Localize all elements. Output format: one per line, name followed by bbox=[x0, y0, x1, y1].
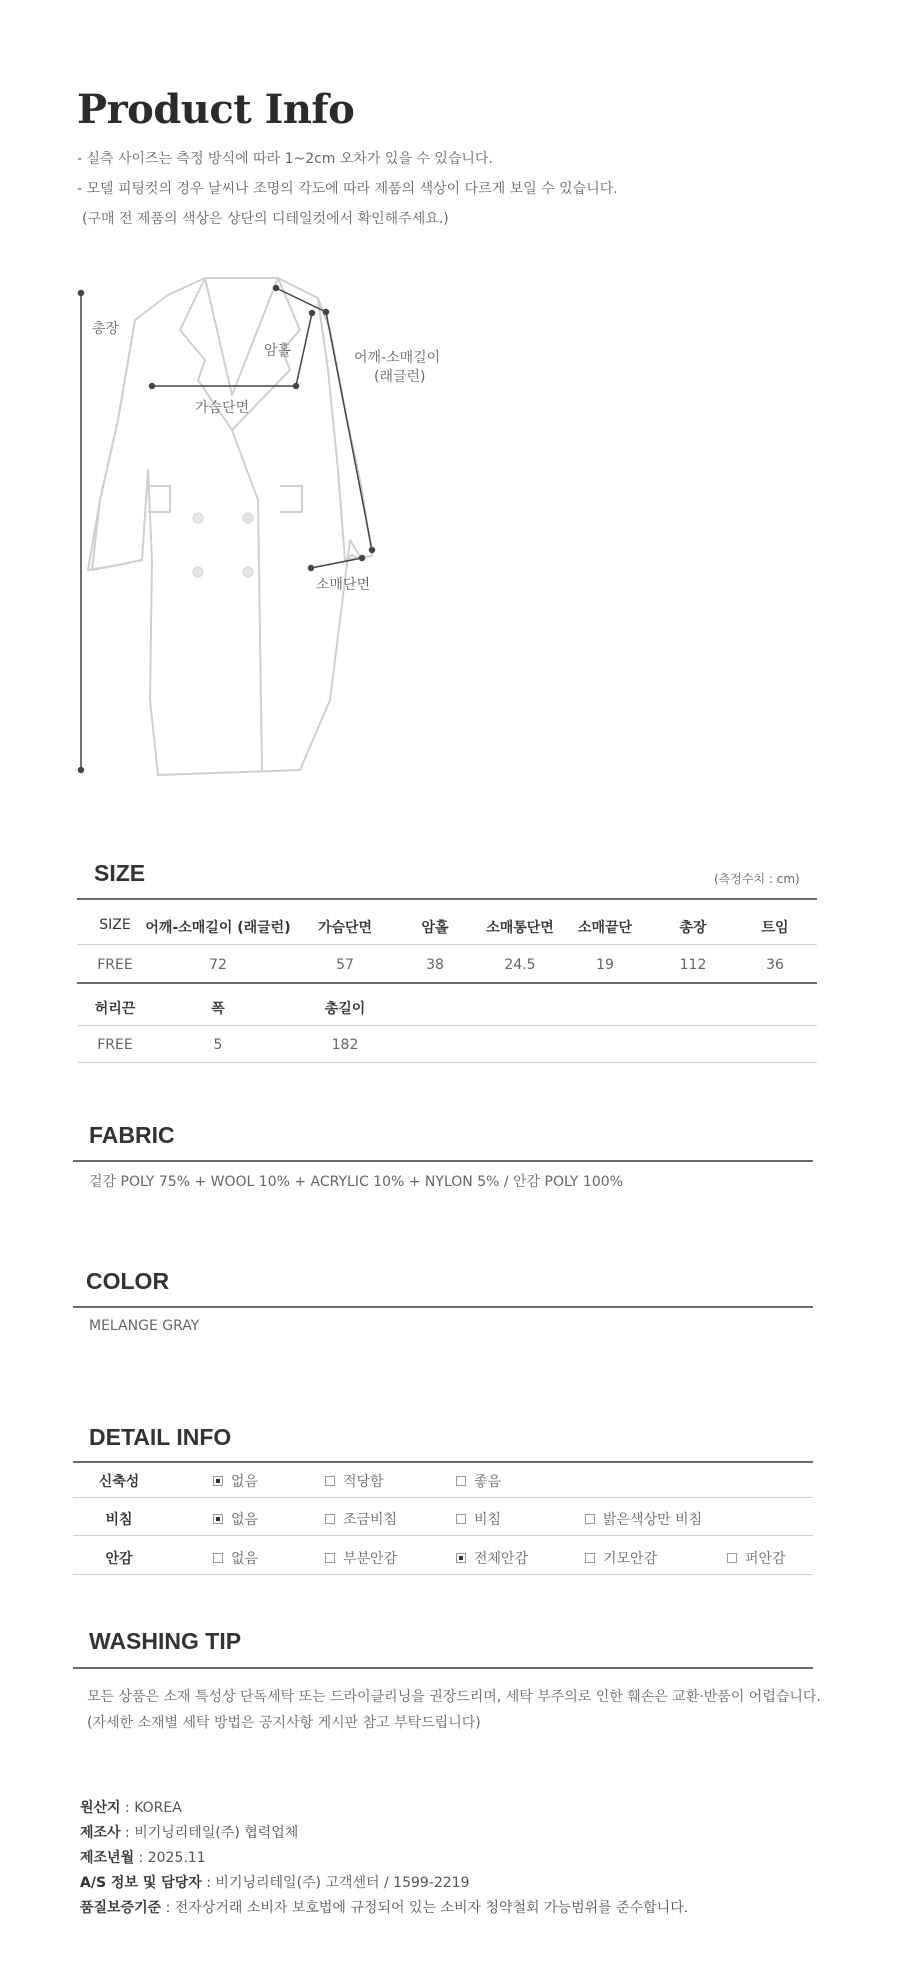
color-heading: COLOR bbox=[86, 1268, 170, 1294]
size-value-slit: 36 bbox=[766, 957, 784, 973]
belt-value-size: FREE bbox=[97, 1037, 133, 1053]
note-line-3: (구매 전 제품의 색상은 상단의 디테일컷에서 확인해주세요.) bbox=[82, 211, 449, 227]
detail-label-sheer: 비침 bbox=[105, 1512, 133, 1528]
label-length: 총장 bbox=[92, 321, 120, 337]
size-header-slit: 트임 bbox=[761, 920, 789, 936]
info-as-contact: A/S 정보 및 담당자 : 비기닝리테일(주) 고객센터 / 1599-2219 bbox=[80, 1875, 470, 1891]
coat-buttons bbox=[193, 513, 253, 577]
size-header-armhole: 암홀 bbox=[421, 920, 449, 936]
option-lining-brushed[interactable]: 기모안감 bbox=[585, 1548, 657, 1568]
option-stretch-moderate[interactable]: 적당함 bbox=[325, 1471, 384, 1491]
checkbox-icon bbox=[456, 1514, 466, 1524]
detail-heading: DETAIL INFO bbox=[89, 1424, 232, 1450]
checkbox-icon bbox=[727, 1553, 737, 1563]
washing-rule bbox=[73, 1667, 813, 1669]
checkbox-icon bbox=[325, 1514, 335, 1524]
checkbox-icon bbox=[585, 1514, 595, 1524]
fabric-heading: FABRIC bbox=[89, 1122, 175, 1148]
label-armhole: 암홀 bbox=[264, 343, 292, 359]
size-table-mid-rule bbox=[77, 944, 817, 945]
fabric-text: 겉감 POLY 75% + WOOL 10% + ACRYLIC 10% + NYLON 5% / 안감 POLY 100% bbox=[89, 1174, 623, 1190]
size-value-length: 112 bbox=[679, 957, 707, 973]
washing-line-1: 모든 상품은 소재 특성상 단독세탁 또는 드라이클리닝을 권장드리며, 세탁 부주의로 인한 훼손은 교환·반품이 어렵습니다. bbox=[87, 1689, 821, 1705]
info-origin: 원산지 : KOREA bbox=[80, 1800, 182, 1816]
detail-label-lining: 안감 bbox=[105, 1551, 133, 1567]
size-header-chest: 가슴단면 bbox=[317, 920, 373, 936]
label-raglan: (래글런) bbox=[374, 369, 426, 385]
size-header-size: SIZE bbox=[99, 917, 131, 933]
size-header-length: 총장 bbox=[679, 920, 707, 936]
option-lining-partial[interactable]: 부분안감 bbox=[325, 1548, 397, 1568]
option-lining-full[interactable]: 전체안감 bbox=[456, 1548, 528, 1568]
size-value-armhole: 38 bbox=[426, 957, 444, 973]
option-sheer-none[interactable]: 없음 bbox=[213, 1509, 258, 1529]
page-title: Product Info bbox=[77, 86, 355, 133]
checkbox-icon bbox=[325, 1476, 335, 1486]
belt-table-mid-rule bbox=[77, 1025, 817, 1026]
size-header-shoulder-sleeve: 어깨-소매길이 (래글런) bbox=[145, 920, 291, 936]
detail-row-divider bbox=[73, 1574, 813, 1575]
option-stretch-none[interactable]: 없음 bbox=[213, 1471, 258, 1491]
size-table-2-top-rule bbox=[77, 982, 817, 984]
fabric-rule bbox=[73, 1160, 813, 1162]
info-quality-standard: 품질보증기준 : 전자상거래 소비자 보호법에 규정되어 있는 소비자 청약철회 가능범위를 준수합니다. bbox=[80, 1900, 689, 1916]
size-value-chest: 57 bbox=[336, 957, 354, 973]
checkbox-checked-icon bbox=[456, 1553, 466, 1563]
note-line-1: - 실측 사이즈는 측정 방식에 따라 1~2cm 오차가 있을 수 있습니다. bbox=[77, 151, 493, 167]
size-value-sleeve-width: 24.5 bbox=[504, 957, 536, 973]
checkbox-icon bbox=[325, 1553, 335, 1563]
belt-header-width: 폭 bbox=[211, 1001, 225, 1017]
belt-value-width: 5 bbox=[213, 1037, 223, 1053]
belt-value-total: 182 bbox=[331, 1037, 359, 1053]
color-text: MELANGE GRAY bbox=[89, 1318, 200, 1334]
option-sheer-slight[interactable]: 조금비침 bbox=[325, 1509, 397, 1529]
washing-line-2: (자세한 소재별 세탁 방법은 공지사항 게시판 참고 부탁드립니다) bbox=[87, 1715, 481, 1731]
checkbox-icon bbox=[213, 1553, 223, 1563]
label-chest: 가슴단면 bbox=[195, 400, 250, 416]
detail-row-divider bbox=[73, 1497, 813, 1498]
option-stretch-good[interactable]: 좋음 bbox=[456, 1471, 501, 1491]
size-value-shoulder-sleeve: 72 bbox=[209, 957, 227, 973]
option-sheer-yes[interactable]: 비침 bbox=[456, 1509, 501, 1529]
size-value-size: FREE bbox=[97, 957, 133, 973]
checkbox-checked-icon bbox=[213, 1514, 223, 1524]
detail-label-stretch: 신축성 bbox=[98, 1474, 140, 1490]
belt-header-total: 총길이 bbox=[324, 1001, 366, 1017]
checkbox-icon bbox=[456, 1476, 466, 1486]
washing-heading: WASHING TIP bbox=[89, 1628, 242, 1654]
checkbox-icon bbox=[585, 1553, 595, 1563]
label-shoulder-sleeve: 어깨-소매길이 bbox=[354, 350, 441, 366]
size-table-top-rule bbox=[77, 898, 817, 900]
size-header-sleeve-width: 소매통단면 bbox=[486, 920, 554, 936]
coat-outline bbox=[88, 278, 372, 775]
coat-measurement-diagram bbox=[0, 260, 520, 800]
detail-rule bbox=[73, 1461, 813, 1463]
belt-header-belt: 허리끈 bbox=[94, 1001, 136, 1017]
belt-table-bottom-rule bbox=[77, 1062, 817, 1063]
info-manufactured-date: 제조년월 : 2025.11 bbox=[80, 1850, 206, 1866]
unit-note: (측정수치 : cm) bbox=[714, 872, 800, 886]
label-sleeve-width: 소매단면 bbox=[316, 577, 371, 593]
note-line-2: - 모델 피팅컷의 경우 날씨나 조명의 각도에 따라 제품의 색상이 다르게 보일 수 있습니다. bbox=[77, 181, 618, 197]
size-header-sleeve-end: 소매끝단 bbox=[577, 920, 633, 936]
size-heading: SIZE bbox=[94, 860, 146, 886]
checkbox-checked-icon bbox=[213, 1476, 223, 1486]
size-value-sleeve-end: 19 bbox=[596, 957, 614, 973]
option-lining-none[interactable]: 없음 bbox=[213, 1548, 258, 1568]
option-lining-fur[interactable]: 퍼안감 bbox=[727, 1548, 786, 1568]
detail-row-divider bbox=[73, 1535, 813, 1536]
info-manufacturer: 제조사 : 비기닝리테일(주) 협력업체 bbox=[80, 1825, 299, 1841]
color-rule bbox=[73, 1306, 813, 1308]
option-sheer-light-colors[interactable]: 밝은색상만 비침 bbox=[585, 1509, 702, 1529]
